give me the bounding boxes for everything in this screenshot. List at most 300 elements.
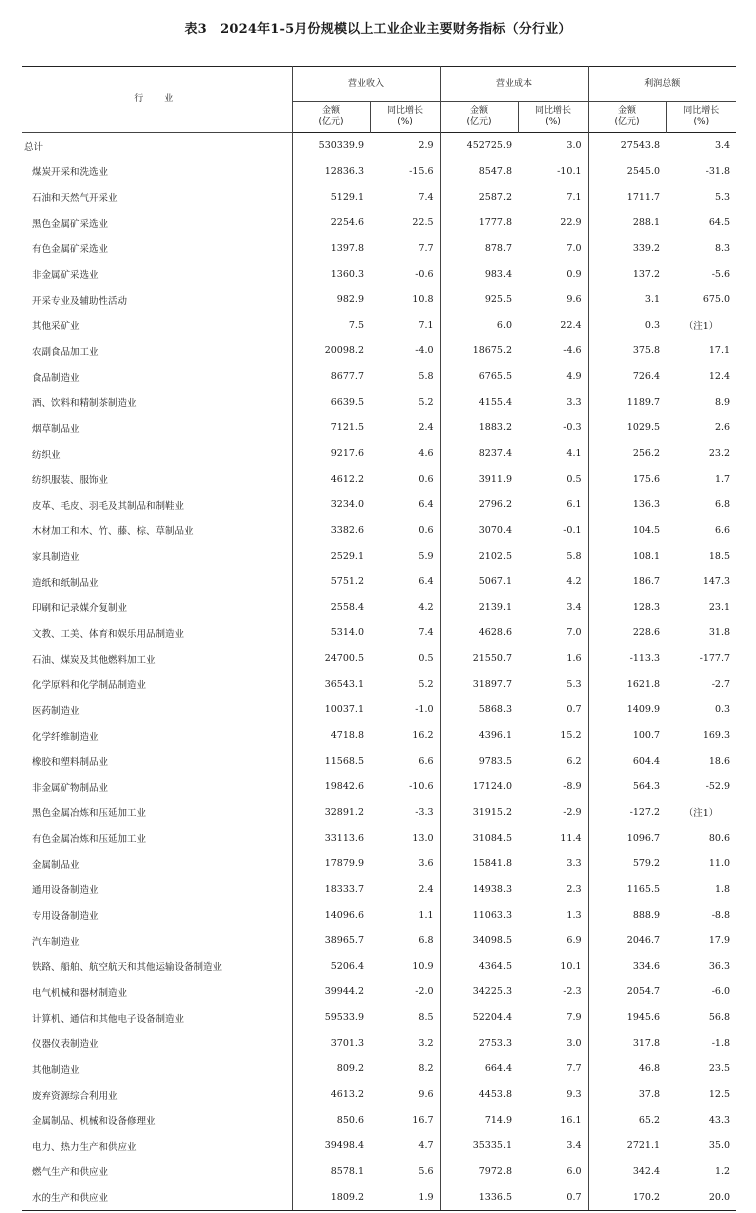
cost-growth-cell: 6.1 bbox=[566, 499, 582, 511]
industry-name-cell: 造纸和纸制品业 bbox=[32, 577, 99, 589]
table-row bbox=[22, 261, 736, 287]
profit-growth-cell: 675.0 bbox=[702, 294, 731, 306]
revenue-growth-cell: 8.2 bbox=[418, 1063, 434, 1075]
revenue-amount-cell: 809.2 bbox=[292, 1056, 370, 1082]
profit-amount-cell: 186.7 bbox=[588, 569, 666, 595]
cost-growth-cell: 16.1 bbox=[560, 1114, 582, 1126]
industry-name-cell: 化学纤维制造业 bbox=[32, 731, 99, 743]
subheader-label: 金额 bbox=[321, 106, 340, 116]
revenue-growth-cell: 1.1 bbox=[418, 909, 434, 921]
revenue-amount-cell: 982.9 bbox=[292, 287, 370, 313]
revenue-amount-cell: 33113.6 bbox=[292, 825, 370, 851]
table-row bbox=[22, 210, 736, 236]
cost-amount-cell: 31084.5 bbox=[440, 825, 518, 851]
cost-amount-cell: 34098.5 bbox=[440, 928, 518, 954]
revenue-growth-cell: -2.0 bbox=[415, 986, 434, 998]
table-row bbox=[22, 1133, 736, 1159]
revenue-amount-cell: 7121.5 bbox=[292, 415, 370, 441]
revenue-growth-cell: 7.4 bbox=[418, 627, 434, 639]
profit-amount-cell: 100.7 bbox=[588, 723, 666, 749]
profit-amount-cell: 375.8 bbox=[588, 338, 666, 364]
profit-growth-cell: 12.5 bbox=[708, 1089, 731, 1101]
cost-amount-cell: 4155.4 bbox=[440, 389, 518, 415]
table-row bbox=[22, 543, 736, 569]
industry-name-cell: 印刷和记录媒介复制业 bbox=[32, 603, 128, 615]
cost-growth-cell: -0.3 bbox=[563, 422, 582, 434]
revenue-amount-cell: 7.5 bbox=[292, 312, 370, 338]
profit-growth-subheader bbox=[666, 102, 736, 133]
profit-growth-cell: 8.9 bbox=[714, 396, 731, 408]
cost-group-header: 营业成本 bbox=[440, 67, 588, 102]
cost-growth-cell: 5.3 bbox=[566, 678, 582, 690]
cost-amount-cell: 714.9 bbox=[440, 1107, 518, 1133]
industry-name-cell: 酒、饮料和精制茶制造业 bbox=[32, 398, 137, 410]
profit-amount-cell: 1711.7 bbox=[588, 184, 666, 210]
table-row bbox=[22, 389, 736, 415]
revenue-amount-cell: 4718.8 bbox=[292, 723, 370, 749]
profit-growth-cell: -2.7 bbox=[711, 678, 731, 690]
industry-name-cell: 电力、热力生产和供应业 bbox=[32, 1141, 137, 1153]
cost-amount-cell: 35335.1 bbox=[440, 1133, 518, 1159]
profit-amount-cell: 2545.0 bbox=[588, 159, 666, 185]
cost-amount-cell: 5067.1 bbox=[440, 569, 518, 595]
table-row bbox=[22, 1056, 736, 1082]
profit-amount-cell: 339.2 bbox=[588, 236, 666, 262]
revenue-growth-cell: 5.8 bbox=[418, 371, 434, 383]
cost-growth-cell: 0.7 bbox=[518, 1184, 588, 1210]
table-row bbox=[22, 364, 736, 390]
profit-amount-cell: 334.6 bbox=[588, 954, 666, 980]
table-row bbox=[22, 338, 736, 364]
profit-growth-cell: -52.9 bbox=[705, 781, 731, 793]
cost-amount-cell: 1883.2 bbox=[440, 415, 518, 441]
profit-growth-cell: 35.0 bbox=[708, 1140, 731, 1152]
revenue-growth-cell: -4.0 bbox=[415, 345, 434, 357]
revenue-growth-cell: 2.4 bbox=[418, 422, 434, 434]
revenue-growth-cell: 5.9 bbox=[418, 550, 434, 562]
cost-growth-cell: 5.8 bbox=[566, 550, 582, 562]
cost-amount-cell: 5868.3 bbox=[440, 697, 518, 723]
cost-amount-cell: 4628.6 bbox=[440, 620, 518, 646]
profit-growth-cell: 43.3 bbox=[708, 1114, 731, 1126]
cost-growth-cell: 7.9 bbox=[566, 1012, 582, 1024]
revenue-amount-cell: 530339.9 bbox=[292, 133, 370, 159]
industry-name-cell: 开采专业及辅助性活动 bbox=[32, 295, 128, 307]
revenue-growth-cell: 6.6 bbox=[418, 755, 434, 767]
cost-growth-cell: 15.2 bbox=[560, 730, 582, 742]
table-row bbox=[22, 646, 736, 672]
industry-name-cell: 文教、工美、体育和娱乐用品制造业 bbox=[32, 628, 185, 640]
cost-amount-cell: 15841.8 bbox=[440, 851, 518, 877]
table-row bbox=[22, 1005, 736, 1031]
table-row bbox=[22, 774, 736, 800]
cost-growth-cell: 1.6 bbox=[566, 653, 582, 665]
revenue-amount-cell: 9217.6 bbox=[292, 441, 370, 467]
cost-growth-cell: 0.9 bbox=[566, 268, 582, 280]
revenue-amount-cell: 5129.1 bbox=[292, 184, 370, 210]
cost-growth-cell: 1.3 bbox=[566, 909, 582, 921]
subheader-unit: (%) bbox=[693, 117, 710, 127]
profit-growth-cell: 147.3 bbox=[702, 576, 731, 588]
cost-growth-cell: 6.9 bbox=[566, 935, 582, 947]
revenue-growth-subheader bbox=[370, 102, 440, 133]
industry-name-cell: 总计 bbox=[24, 141, 44, 153]
table-row bbox=[22, 697, 736, 723]
cost-amount-cell: 2102.5 bbox=[440, 543, 518, 569]
profit-amount-cell: 175.6 bbox=[588, 466, 666, 492]
cost-amount-cell: 1777.8 bbox=[440, 210, 518, 236]
subheader-label: 同比增长 bbox=[387, 106, 424, 116]
table-row bbox=[22, 492, 736, 518]
profit-growth-cell: 20.0 bbox=[666, 1184, 736, 1210]
cost-amount-cell: 6.0 bbox=[440, 312, 518, 338]
industry-name-cell: 家具制造业 bbox=[32, 552, 80, 564]
cost-growth-cell: 7.1 bbox=[566, 191, 582, 203]
profit-amount-cell: 1189.7 bbox=[588, 389, 666, 415]
cost-amount-cell: 9783.5 bbox=[440, 748, 518, 774]
cost-growth-cell: -2.9 bbox=[563, 806, 582, 818]
cost-amount-cell: 31897.7 bbox=[440, 671, 518, 697]
revenue-growth-cell: 1.9 bbox=[370, 1184, 440, 1210]
profit-amount-cell: 564.3 bbox=[588, 774, 666, 800]
cost-growth-cell: -8.9 bbox=[563, 781, 582, 793]
subheader-label: 金额 bbox=[618, 106, 637, 116]
cost-growth-cell: 3.3 bbox=[566, 396, 582, 408]
profit-growth-cell: 23.5 bbox=[708, 1063, 731, 1075]
revenue-amount-cell: 32891.2 bbox=[292, 800, 370, 826]
cost-amount-cell: 3911.9 bbox=[440, 466, 518, 492]
revenue-growth-cell: 4.2 bbox=[418, 601, 434, 613]
table-row bbox=[22, 620, 736, 646]
cost-growth-cell: 4.1 bbox=[566, 448, 582, 459]
revenue-growth-cell: 4.7 bbox=[418, 1140, 434, 1152]
profit-growth-cell: -8.8 bbox=[711, 909, 731, 921]
table-row bbox=[22, 825, 736, 851]
revenue-amount-cell: 4612.2 bbox=[292, 466, 370, 492]
cost-amount-cell: 11063.3 bbox=[440, 902, 518, 928]
cost-growth-cell: 4.2 bbox=[566, 576, 582, 588]
profit-growth-cell: -177.7 bbox=[699, 653, 731, 665]
cost-growth-cell: 9.6 bbox=[566, 294, 582, 306]
profit-amount-cell: 137.2 bbox=[588, 261, 666, 287]
profit-amount-cell: 2721.1 bbox=[588, 1133, 666, 1159]
subheader-unit: (%) bbox=[545, 117, 561, 127]
revenue-amount-cell: 19842.6 bbox=[292, 774, 370, 800]
revenue-growth-cell: 6.8 bbox=[418, 935, 434, 947]
cost-amount-cell: 18675.2 bbox=[440, 338, 518, 364]
revenue-growth-cell: 3.6 bbox=[418, 858, 434, 870]
table-row bbox=[22, 466, 736, 492]
revenue-amount-cell: 1360.3 bbox=[292, 261, 370, 287]
table-row bbox=[22, 1184, 736, 1210]
cost-growth-cell: 3.4 bbox=[566, 1140, 582, 1152]
subheader-unit: (亿元) bbox=[614, 117, 640, 127]
revenue-amount-cell: 1809.2 bbox=[292, 1184, 370, 1210]
table-row bbox=[22, 671, 736, 697]
table-row bbox=[22, 1082, 736, 1108]
revenue-amount-cell: 1397.8 bbox=[292, 236, 370, 262]
profit-growth-cell: -6.0 bbox=[711, 986, 731, 998]
industry-name-cell: 专用设备制造业 bbox=[32, 911, 99, 923]
profit-amount-cell: -113.3 bbox=[588, 646, 666, 672]
industry-name-cell: 金属制品、机械和设备修理业 bbox=[32, 1116, 156, 1128]
profit-growth-cell: 64.5 bbox=[708, 217, 731, 229]
revenue-growth-cell: 5.6 bbox=[418, 1165, 434, 1177]
revenue-growth-cell: 4.6 bbox=[418, 448, 434, 459]
revenue-growth-cell: 7.7 bbox=[418, 242, 434, 254]
subheader-unit: (亿元) bbox=[466, 117, 492, 127]
cost-growth-cell: 22.9 bbox=[560, 217, 582, 229]
cost-amount-cell: 2139.1 bbox=[440, 595, 518, 621]
profit-growth-cell: （注1） bbox=[683, 808, 719, 820]
cost-growth-cell: 11.4 bbox=[560, 832, 582, 844]
profit-amount-cell: 2054.7 bbox=[588, 979, 666, 1005]
revenue-growth-cell: 2.9 bbox=[418, 140, 434, 152]
profit-amount-cell: 3.1 bbox=[588, 287, 666, 313]
table-row bbox=[22, 979, 736, 1005]
revenue-growth-cell: 0.5 bbox=[418, 653, 434, 665]
profit-growth-cell: 23.2 bbox=[708, 448, 731, 459]
profit-growth-cell: 31.8 bbox=[708, 627, 731, 639]
cost-growth-cell: 3.0 bbox=[566, 1037, 582, 1049]
industry-name-cell: 燃气生产和供应业 bbox=[32, 1167, 109, 1179]
revenue-growth-cell: 22.5 bbox=[412, 217, 434, 229]
profit-growth-cell: 36.3 bbox=[708, 960, 731, 972]
profit-group-header: 利润总额 bbox=[588, 67, 736, 102]
revenue-growth-cell: 7.1 bbox=[418, 319, 434, 331]
industry-name-cell: 仪器仪表制造业 bbox=[32, 1039, 99, 1051]
revenue-amount-cell: 3701.3 bbox=[292, 1030, 370, 1056]
cost-amount-cell: 17124.0 bbox=[440, 774, 518, 800]
revenue-growth-cell: 6.4 bbox=[418, 576, 434, 588]
profit-growth-cell: 6.6 bbox=[714, 524, 731, 536]
table-row bbox=[22, 1107, 736, 1133]
industry-name-cell: 纺织服装、服饰业 bbox=[32, 475, 109, 487]
profit-amount-cell: 136.3 bbox=[588, 492, 666, 518]
total-row bbox=[22, 133, 736, 159]
subheader-label: 同比增长 bbox=[683, 106, 720, 116]
cost-amount-cell: 452725.9 bbox=[440, 133, 518, 159]
industry-name-cell: 有色金属冶炼和压延加工业 bbox=[32, 834, 147, 846]
revenue-growth-cell: 9.6 bbox=[418, 1089, 434, 1101]
profit-amount-cell: 104.5 bbox=[588, 518, 666, 544]
cost-amount-cell: 34225.3 bbox=[440, 979, 518, 1005]
profit-amount-cell: -127.2 bbox=[588, 800, 666, 826]
cost-growth-cell: 9.3 bbox=[566, 1089, 582, 1101]
profit-amount-cell: 1945.6 bbox=[588, 1005, 666, 1031]
revenue-growth-cell: 16.2 bbox=[412, 730, 434, 742]
profit-amount-cell: 65.2 bbox=[588, 1107, 666, 1133]
profit-growth-cell: 18.5 bbox=[708, 550, 731, 562]
industry-column-header: 行 业 bbox=[22, 67, 292, 133]
cost-amount-cell: 878.7 bbox=[440, 236, 518, 262]
profit-growth-cell: 3.4 bbox=[714, 140, 731, 152]
revenue-amount-cell: 5751.2 bbox=[292, 569, 370, 595]
industry-name-cell: 电气机械和器材制造业 bbox=[32, 987, 128, 999]
subheader-unit: (%) bbox=[397, 117, 413, 127]
table-row bbox=[22, 184, 736, 210]
cost-amount-cell: 664.4 bbox=[440, 1056, 518, 1082]
profit-amount-cell: 108.1 bbox=[588, 543, 666, 569]
profit-amount-cell: 256.2 bbox=[588, 441, 666, 467]
cost-amount-cell: 8547.8 bbox=[440, 159, 518, 185]
profit-amount-cell: 1621.8 bbox=[588, 671, 666, 697]
table-row bbox=[22, 287, 736, 313]
cost-growth-cell: 6.2 bbox=[566, 755, 582, 767]
cost-amount-cell: 31915.2 bbox=[440, 800, 518, 826]
table-header bbox=[22, 67, 736, 133]
industry-name-cell: 化学原料和化学制品制造业 bbox=[32, 680, 147, 692]
profit-amount-cell: 128.3 bbox=[588, 595, 666, 621]
cost-amount-cell: 14938.3 bbox=[440, 877, 518, 903]
cost-growth-cell: 22.4 bbox=[560, 319, 582, 331]
revenue-amount-cell: 20098.2 bbox=[292, 338, 370, 364]
revenue-growth-cell: -10.6 bbox=[409, 781, 434, 793]
revenue-amount-cell: 39944.2 bbox=[292, 979, 370, 1005]
cost-growth-cell: -2.3 bbox=[563, 986, 582, 998]
cost-amount-cell: 983.4 bbox=[440, 261, 518, 287]
industry-name-cell: 烟草制品业 bbox=[32, 423, 80, 435]
profit-amount-cell: 1165.5 bbox=[588, 877, 666, 903]
profit-amount-cell: 228.6 bbox=[588, 620, 666, 646]
industry-name-cell: 金属制品业 bbox=[32, 859, 80, 871]
cost-growth-cell: 7.7 bbox=[566, 1063, 582, 1075]
industry-name-cell: 计算机、通信和其他电子设备制造业 bbox=[32, 1013, 185, 1025]
revenue-amount-cell: 4613.2 bbox=[292, 1082, 370, 1108]
profit-amount-cell: 726.4 bbox=[588, 364, 666, 390]
revenue-growth-cell: 2.4 bbox=[418, 883, 434, 895]
profit-amount-cell: 27543.8 bbox=[588, 133, 666, 159]
cost-growth-cell: 2.3 bbox=[566, 883, 582, 895]
profit-growth-cell: -5.6 bbox=[711, 268, 731, 280]
profit-amount-cell: 317.8 bbox=[588, 1030, 666, 1056]
profit-amount-cell: 1096.7 bbox=[588, 825, 666, 851]
cost-growth-cell: 0.7 bbox=[566, 704, 582, 716]
table-row bbox=[22, 569, 736, 595]
revenue-growth-cell: 10.9 bbox=[412, 960, 434, 972]
industry-name-cell: 石油、煤炭及其他燃料加工业 bbox=[32, 654, 156, 666]
profit-growth-cell: 1.8 bbox=[714, 883, 731, 895]
table-row bbox=[22, 723, 736, 749]
revenue-amount-cell: 36543.1 bbox=[292, 671, 370, 697]
cost-amount-cell: 1336.5 bbox=[440, 1184, 518, 1210]
table-row bbox=[22, 595, 736, 621]
industry-name-cell: 木材加工和木、竹、藤、棕、草制品业 bbox=[32, 526, 194, 538]
profit-growth-cell: 18.6 bbox=[708, 755, 731, 767]
table-row bbox=[22, 928, 736, 954]
profit-growth-cell: 8.3 bbox=[714, 242, 731, 254]
revenue-amount-cell: 5314.0 bbox=[292, 620, 370, 646]
profit-growth-cell: 12.4 bbox=[708, 371, 731, 383]
cost-amount-cell: 21550.7 bbox=[440, 646, 518, 672]
profit-amount-cell: 37.8 bbox=[588, 1082, 666, 1108]
profit-amount-subheader bbox=[588, 102, 666, 133]
profit-growth-cell: 0.3 bbox=[714, 704, 731, 716]
industry-name-cell: 黑色金属矿采选业 bbox=[32, 218, 109, 230]
revenue-group-header: 营业收入 bbox=[292, 67, 440, 102]
revenue-growth-cell: 0.6 bbox=[418, 473, 434, 485]
profit-growth-cell: -1.8 bbox=[711, 1037, 731, 1049]
cost-growth-cell: 3.4 bbox=[566, 601, 582, 613]
cost-growth-cell: -4.6 bbox=[563, 345, 582, 357]
revenue-amount-subheader bbox=[292, 102, 370, 133]
revenue-amount-cell: 10037.1 bbox=[292, 697, 370, 723]
table-row bbox=[22, 748, 736, 774]
profit-growth-cell: 17.1 bbox=[708, 345, 731, 357]
table-row bbox=[22, 159, 736, 185]
revenue-amount-cell: 2254.6 bbox=[292, 210, 370, 236]
profit-amount-cell: 579.2 bbox=[588, 851, 666, 877]
revenue-amount-cell: 6639.5 bbox=[292, 389, 370, 415]
subheader-label: 金额 bbox=[470, 106, 489, 116]
cost-amount-subheader bbox=[440, 102, 518, 133]
cost-growth-cell: 7.0 bbox=[566, 242, 582, 254]
revenue-amount-cell: 11568.5 bbox=[292, 748, 370, 774]
table-row bbox=[22, 877, 736, 903]
revenue-growth-cell: -3.3 bbox=[415, 806, 434, 818]
revenue-amount-cell: 2529.1 bbox=[292, 543, 370, 569]
cost-amount-cell: 2753.3 bbox=[440, 1030, 518, 1056]
revenue-amount-cell: 3234.0 bbox=[292, 492, 370, 518]
profit-amount-cell: 2046.7 bbox=[588, 928, 666, 954]
cost-growth-subheader bbox=[518, 102, 588, 133]
industry-name-cell: 通用设备制造业 bbox=[32, 885, 99, 897]
revenue-growth-cell: 0.6 bbox=[418, 524, 434, 536]
revenue-growth-cell: -15.6 bbox=[409, 165, 434, 177]
revenue-amount-cell: 8677.7 bbox=[292, 364, 370, 390]
financial-indicators-table bbox=[22, 66, 736, 1211]
profit-growth-cell: 11.0 bbox=[708, 858, 731, 870]
cost-growth-cell: 7.0 bbox=[566, 627, 582, 639]
revenue-growth-cell: 13.0 bbox=[412, 832, 434, 844]
cost-growth-cell: 3.3 bbox=[566, 858, 582, 870]
industry-name-cell: 医药制造业 bbox=[32, 705, 80, 717]
cost-amount-cell: 2796.2 bbox=[440, 492, 518, 518]
profit-growth-cell: 2.6 bbox=[714, 422, 731, 434]
cost-growth-cell: 4.9 bbox=[566, 371, 582, 383]
revenue-growth-cell: 5.2 bbox=[418, 396, 434, 408]
industry-name-cell: 石油和天然气开采业 bbox=[32, 193, 118, 205]
profit-amount-cell: 342.4 bbox=[588, 1159, 666, 1185]
industry-name-cell: 橡胶和塑料制品业 bbox=[32, 757, 109, 769]
revenue-amount-cell: 39498.4 bbox=[292, 1133, 370, 1159]
cost-growth-cell: -0.1 bbox=[563, 524, 582, 536]
industry-name-cell: 非金属矿采选业 bbox=[32, 270, 99, 282]
revenue-amount-cell: 2558.4 bbox=[292, 595, 370, 621]
cost-amount-cell: 7972.8 bbox=[440, 1159, 518, 1185]
revenue-amount-cell: 850.6 bbox=[292, 1107, 370, 1133]
revenue-amount-cell: 18333.7 bbox=[292, 877, 370, 903]
profit-amount-cell: 288.1 bbox=[588, 210, 666, 236]
industry-name-cell: 纺织业 bbox=[32, 449, 61, 461]
industry-name-cell: 废弃资源综合利用业 bbox=[32, 1090, 118, 1102]
industry-name-cell: 食品制造业 bbox=[32, 372, 80, 384]
cost-amount-cell: 6765.5 bbox=[440, 364, 518, 390]
revenue-amount-cell: 17879.9 bbox=[292, 851, 370, 877]
industry-name-cell: 非金属矿物制品业 bbox=[32, 782, 109, 794]
profit-amount-cell: 0.3 bbox=[588, 312, 666, 338]
table-row bbox=[22, 441, 736, 467]
subheader-unit: (亿元) bbox=[318, 117, 344, 127]
industry-name-cell: 其他采矿业 bbox=[32, 321, 80, 333]
profit-growth-cell: 23.1 bbox=[708, 601, 731, 613]
profit-amount-cell: 46.8 bbox=[588, 1056, 666, 1082]
profit-amount-cell: 604.4 bbox=[588, 748, 666, 774]
profit-growth-cell: 6.8 bbox=[714, 499, 731, 511]
cost-amount-cell: 8237.4 bbox=[440, 441, 518, 467]
profit-growth-cell: -31.8 bbox=[705, 165, 731, 177]
cost-growth-cell: 3.0 bbox=[566, 140, 582, 152]
